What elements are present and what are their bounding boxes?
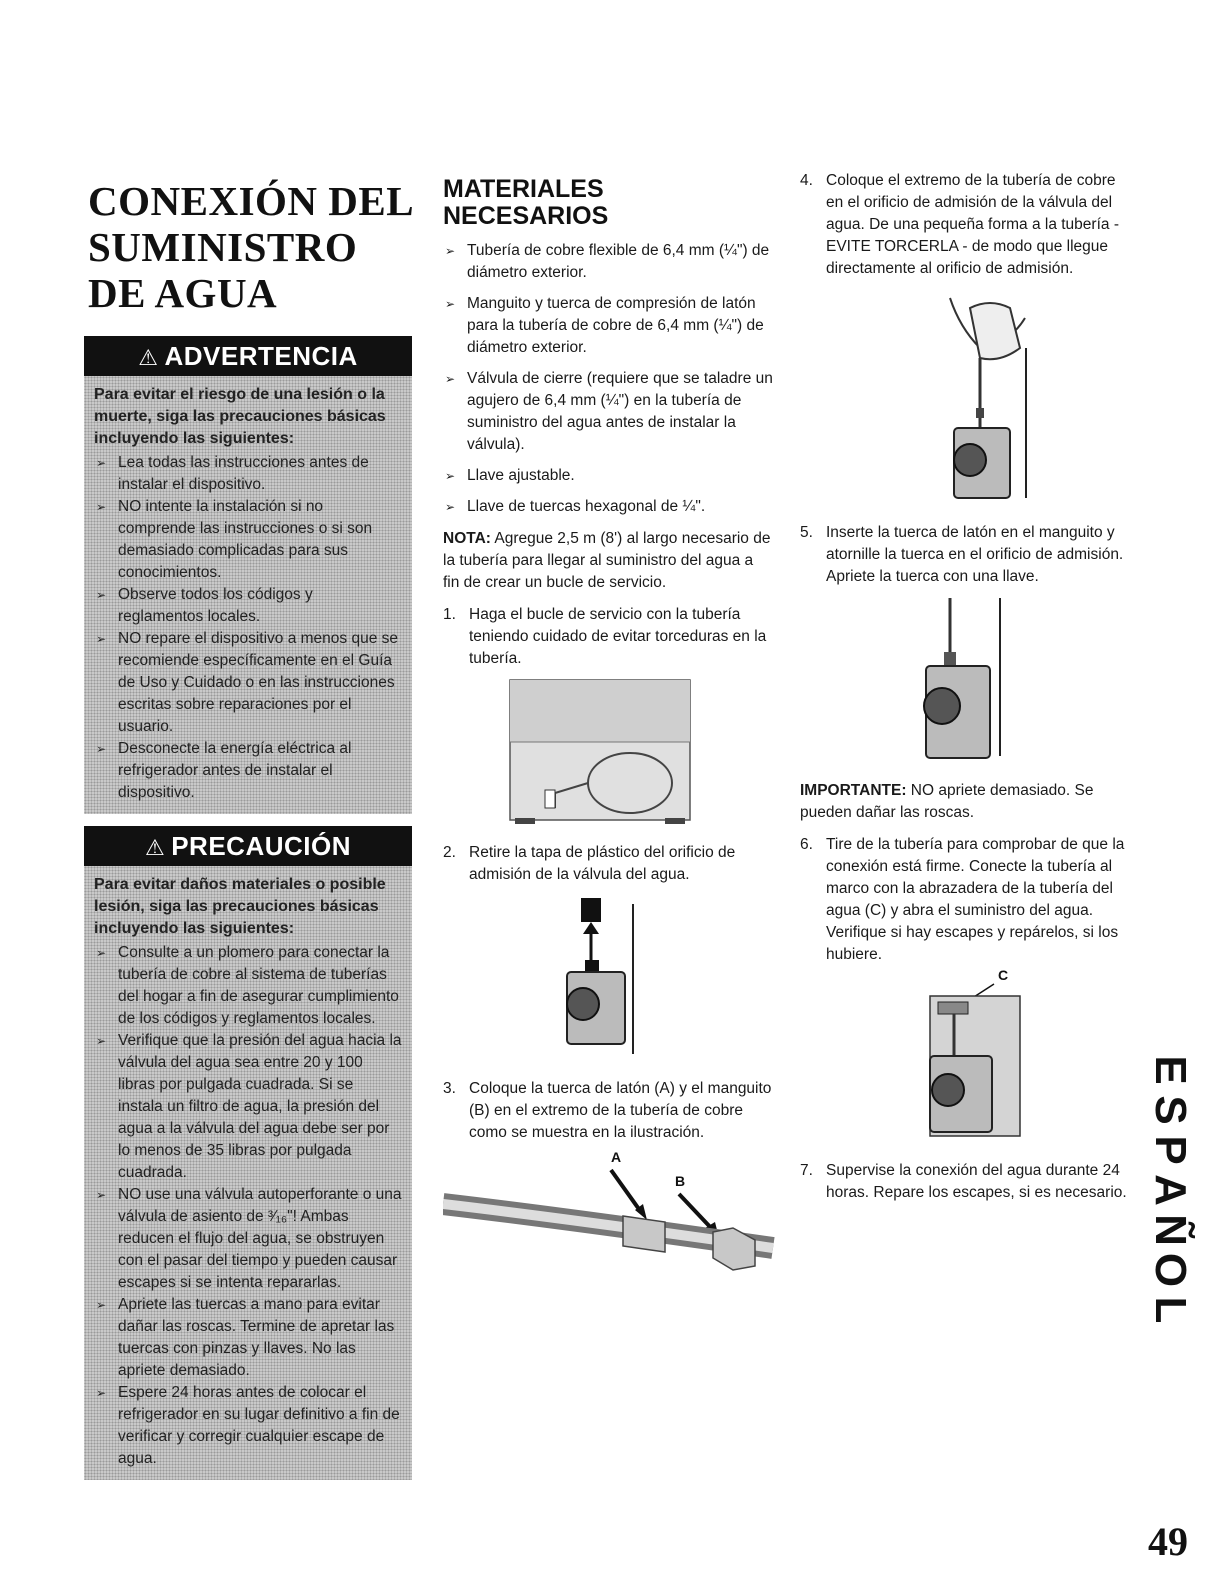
side-tab-letter: A — [1146, 1174, 1195, 1206]
page-number: 49 — [1148, 1519, 1188, 1564]
list-item: ➢ NO use una válvula autoperforante o una válvula de asiento de ³⁄₁₆"! Ambas reducen el flujo del agua, se obstruyen con el pasar del tiempo y pueden causar escapes si se intenta repararlas. — [94, 1184, 402, 1294]
materials-title: MATERIALES NECESARIOS — [443, 175, 609, 230]
step-7: 7. Supervise la conexión del agua durante 24 horas. Repare los escapes, si es necesario. — [800, 1162, 1127, 1201]
warning-intro: Para evitar el riesgo de una lesión o la muerte, siga las precauciones básicas incluyendo las siguientes: — [94, 386, 386, 447]
label-a: A — [611, 1149, 622, 1165]
caution-triangle-icon: ⚠ — [144, 835, 166, 860]
caution-box — [84, 826, 412, 1480]
step-3: 3. Coloque la tuerca de latón (A) y el manguito (B) en el extremo de la tubería de cobre como se muestra en la ilustración. — [443, 1080, 772, 1141]
warning-triangle-icon: ⚠ — [138, 345, 159, 370]
side-tab-letter: O — [1146, 1252, 1195, 1288]
side-tab-letter: P — [1146, 1135, 1195, 1165]
caution-body — [84, 866, 412, 1480]
list-item: ➢ NO repare el dispositivo a menos que se recomiende específicamente en el Guía de Uso y Cuidado o en las instrucciones escritas sobre reparaciones por el usuario. — [94, 628, 402, 738]
materials-list — [443, 240, 773, 518]
tube-insertion-illustration — [940, 288, 1040, 508]
nut-tightening-illustration — [920, 596, 1020, 766]
step-1: 1. Haga el bucle de servicio con la tubería teniendo cuidado de evitar torceduras en la tubería. — [443, 606, 767, 667]
list-item: ➢ Desconecte la energía eléctrica al refrigerador antes de instalar el dispositivo. — [94, 738, 402, 804]
side-tab-letter: Ñ — [1146, 1214, 1195, 1246]
side-tab-letter: S — [1146, 1095, 1195, 1125]
step-4: 4. Coloque el extremo de la tubería de cobre en el orificio de admisión de la válvula del agua. De una pequeña forma a la tubería - EVITE TORCERLA - de modo que llegue directamente al orificio de admisión. — [800, 172, 1119, 277]
caution-intro: Para evitar daños materiales o posible lesión, siga las precauciones básicas incluyendo las siguientes: — [94, 876, 386, 937]
warning-heading: ⚠ ADVERTENCIA — [84, 336, 412, 376]
note-paragraph: NOTA: Agregue 2,5 m (8') al largo necesario de la tubería para llegar al suministro del agua a fin de crear un bucle de servicio. — [443, 530, 771, 591]
list-item: ➢ Observe todos los códigos y reglamentos locales. — [94, 584, 402, 628]
warning-box — [84, 336, 412, 814]
service-loop-illustration — [505, 678, 695, 828]
side-tab-letter: E — [1146, 1055, 1195, 1085]
side-tab-letter: L — [1146, 1296, 1195, 1324]
list-item: ➢ Tubería de cobre flexible de 6,4 mm (¼") de diámetro exterior. — [443, 240, 773, 284]
list-item: ➢ Válvula de cierre (requiere que se taladre un agujero de 6,4 mm (¼") en la tubería de suministro del agua antes de instalar la válvula). — [443, 368, 773, 456]
middle-column — [443, 170, 773, 1292]
list-item: ➢ Llave de tuercas hexagonal de ¼". — [443, 496, 773, 518]
left-column — [84, 170, 412, 1492]
label-b: B — [675, 1173, 686, 1189]
caution-heading: ⚠ PRECAUCIÓN — [84, 826, 412, 866]
list-item: ➢ NO intente la instalación si no comprende las instrucciones o si son demasiado complicadas para sus conocimientos. — [94, 496, 402, 584]
nut-sleeve-illustration — [443, 1148, 783, 1278]
caution-list — [94, 942, 402, 1470]
list-item: ➢ Manguito y tuerca de compresión de latón para la tubería de cobre de 6,4 mm (¼") de diámetro exterior. — [443, 293, 773, 359]
page-title: CONEXIÓN DEL SUMINISTRO DE AGUA — [88, 178, 412, 316]
list-item: ➢ Lea todas las instrucciones antes de instalar el dispositivo. — [94, 452, 402, 496]
list-item: ➢ Espere 24 horas antes de colocar el refrigerador en su lugar definitivo a fin de verificar y corregir cualquier escape de agua. — [94, 1382, 402, 1470]
step-6: 6. Tire de la tubería para comprobar de que la conexión está firme. Conecte la tubería al marco con la abrazadera de la tubería del agua (C) y abra el suministro del agua. Verifique si hay escapes y repárelos, si los hubiere. — [800, 836, 1125, 963]
step-5: 5. Inserte la tuerca de latón en el manguito y atornille la tuerca en el orificio de admisión. Apriete la tuerca con una llave. — [800, 524, 1124, 585]
list-item: ➢ Consulte a un plomero para conectar la tubería de cobre al sistema de tuberías del hogar a fin de asegurar cumplimiento de los códigos y reglamentos locales. — [94, 942, 402, 1030]
label-c: C — [998, 967, 1009, 983]
language-side-tab — [1146, 1050, 1195, 1330]
valve-cap-illustration — [553, 894, 653, 1064]
warning-body — [84, 376, 412, 814]
clamp-illustration — [920, 966, 1040, 1146]
list-item: ➢ Llave ajustable. — [443, 465, 773, 487]
list-item: ➢ Verifique que la presión del agua hacia la válvula del agua sea entre 20 y 100 libras por pulgada cuadrada. Si se instala un filtro de agua, la presión del agua a la válvula del agua debe ser por lo menos de 35 libras por pulgada cuadrada. — [94, 1030, 402, 1184]
important-paragraph: IMPORTANTE: NO apriete demasiado. Se pueden dañar las roscas. — [800, 782, 1094, 821]
right-column — [800, 170, 1130, 1212]
list-item: ➢ Apriete las tuercas a mano para evitar dañar las roscas. Termine de apretar las tuercas con pinzas y llaves. No las apriete demasiado. — [94, 1294, 402, 1382]
step-2: 2. Retire la tapa de plástico del orificio de admisión de la válvula del agua. — [443, 844, 736, 883]
warning-list — [94, 452, 402, 804]
